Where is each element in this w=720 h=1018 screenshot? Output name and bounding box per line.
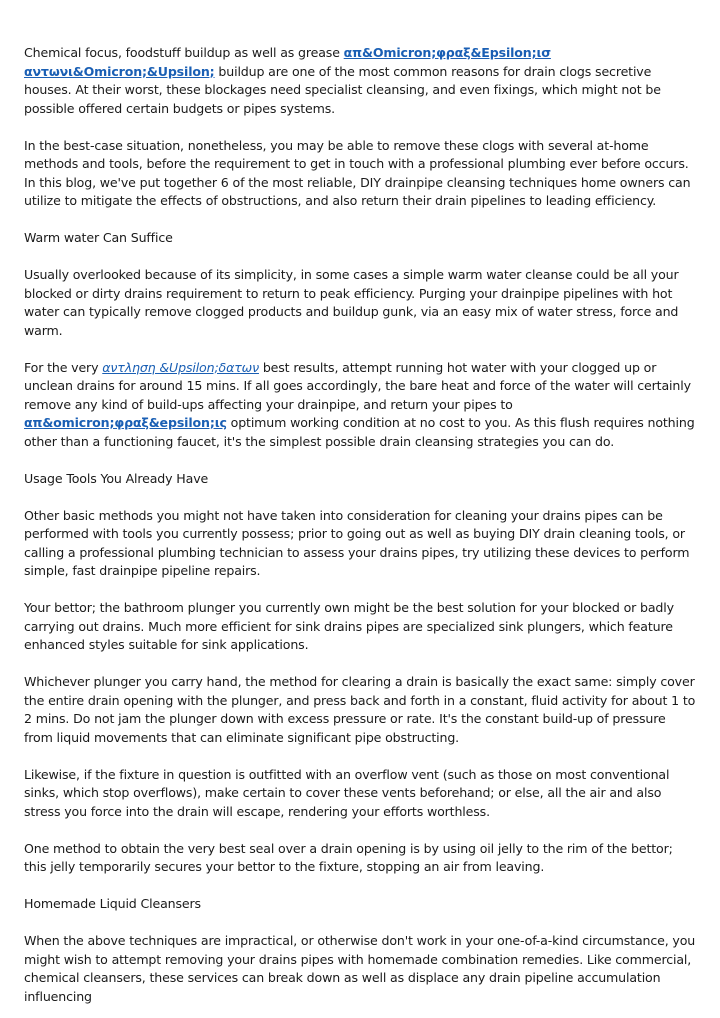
section-heading: Warm water Can Suffice xyxy=(24,230,173,245)
text: best results, attempt running hot water with your clogged up or unclean drains for around 15 mins. If all goes accordingly, the bare heat and force of the water will certainly remove any kind of build-ups affecting your drainpipe, and return your pipes to xyxy=(24,359,691,412)
paragraph: Whichever plunger you carry hand, the method for clearing a drain is basically the exact same: simply cover the entire drain opening with the plunger, and press back and forth in a constant, fluid activity for about 1 to 2 mins. Do not jam the plunger down with excess pressure or rate. It's the constant build-up of pressure from liquid movements that can eliminate significant pipe obstructing. xyxy=(24,674,696,745)
text: optimum working condition at no cost to you. As this flush requires nothing other than a functioning faucet, it's the simplest possible drain cleansing strategies you can do. xyxy=(24,415,695,449)
inline-link[interactable]: απ&omicron;φραξ&epsilon;ις xyxy=(24,415,227,430)
paragraph: When the above techniques are impractical, or otherwise don't work in your one-of-a-kind circumstance, you might wish to attempt removing your drains pipes with homemade combination remedies. Like commercial, chemical cleansers, these services can break down as well as displace any drain pipeline accumulation influencing xyxy=(24,933,696,1004)
paragraph-intro xyxy=(24,44,696,118)
section-heading: Homemade Liquid Cleansers xyxy=(24,896,201,911)
section-heading: Usage Tools You Already Have xyxy=(24,470,209,486)
paragraph: Usually overlooked because of its simplicity, in some cases a simple warm water cleanse could be all your blocked or dirty drains requirement to return to peak efficiency. Purging your drainpipe pipelines with hot water can typically remove clogged products and buildup gunk, via an easy mix of water stress, force and warm. xyxy=(24,267,679,338)
paragraph xyxy=(24,359,696,452)
paragraph: Likewise, if the fixture in question is outfitted with an overflow vent (such as those on most conventional sinks, which stop overflows), make certain to cover these vents beforehand; or else, all the air and also stress you force into the drain will escape, rendering your efforts worthless. xyxy=(24,766,670,819)
paragraph: One method to obtain the very best seal over a drain opening is by using oil jelly to the rim of the bettor; this jelly temporarily secures your bettor to the fixture, stopping an air from leaving. xyxy=(24,840,673,874)
text: For the very xyxy=(24,359,103,375)
inline-link[interactable]: απ&Omicron;φραξ&Epsilon;ισ αντωνι&Omicron;&Upsilon; xyxy=(24,45,551,79)
inline-link[interactable]: αντληση &Upsilon;δατων xyxy=(102,359,259,375)
text: Chemical focus, foodstuff buildup as well as grease xyxy=(24,45,344,60)
text: buildup are one of the most common reasons for drain clogs secretive houses. At their worst, these blockages need specialist cleansing, and even fixings, which might not be possible offered certain budgets or pipes systems. xyxy=(24,63,661,116)
paragraph: Other basic methods you might not have taken into consideration for cleaning your drains pipes can be performed with tools you currently possess; prior to going out as well as buying DIY drain cleaning tools, or calling a professional plumbing technician to assess your drains pipes, try utilizing these devices to perform simple, fast drainpipe pipeline repairs. xyxy=(24,507,690,578)
paragraph: Your bettor; the bathroom plunger you currently own might be the best solution for your blocked or badly carrying out drains. Much more efficient for sink drains pipes are specialized sink plungers, which feature enhanced styles suitable for sink applications. xyxy=(24,600,674,652)
paragraph: In the best-case situation, nonetheless, you may be able to remove these clogs with several at-home methods and tools, before the requirement to get in touch with a professional plumbing ever before occurs. In this blog, we've put together 6 of the most reliable, DIY drainpipe cleansing techniques home owners can utilize to mitigate the effects of obstructions, and also return their drain pipelines to leading efficiency. xyxy=(24,137,691,208)
